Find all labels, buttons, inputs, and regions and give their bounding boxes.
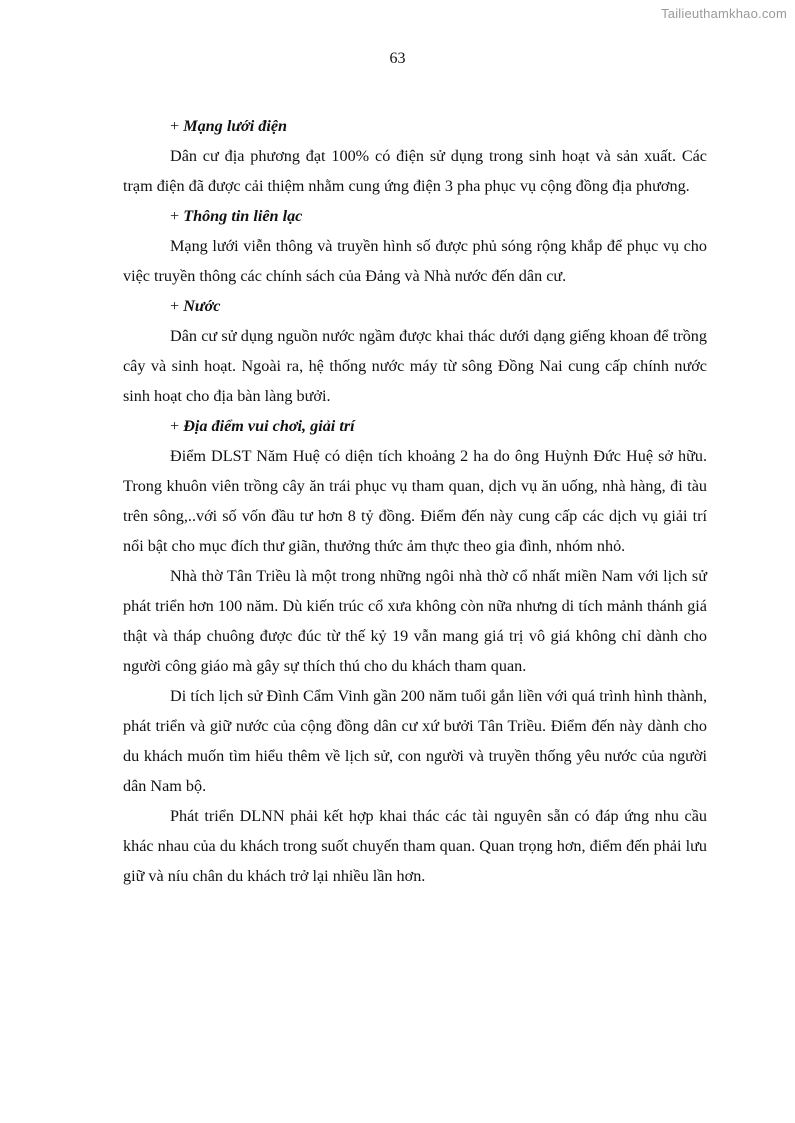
paragraph: Nhà thờ Tân Triều là một trong những ngôi nhà thờ cổ nhất miền Nam với lịch sử phát triển hơn 100 năm. Dù kiến trúc cổ xưa không còn nữa nhưng di tích mảnh thánh giá thật và tháp chuông được đúc từ thế kỷ 19 vẫn mang giá trị vô giá không chỉ dành cho người công giáo mà gây sự thích thú cho du khách tham quan.	[123, 567, 707, 675]
document-body	[123, 111, 707, 891]
section-heading-communication: + Thông tin liên lạc	[170, 207, 303, 225]
paragraph: Dân cư địa phương đạt 100% có điện sử dụng trong sinh hoạt và sản xuất. Các trạm điện đã được cải thiệm nhằm cung ứng điện 3 pha phục vụ cộng đồng địa phương.	[123, 147, 707, 195]
section-heading-entertainment: + Địa điểm vui chơi, giải trí	[170, 417, 355, 435]
paragraph: Mạng lưới viễn thông và truyền hình số được phủ sóng rộng khắp để phục vụ cho việc truyền thông các chính sách của Đảng và Nhà nước đến dân cư.	[123, 237, 707, 285]
paragraph: Dân cư sử dụng nguồn nước ngầm được khai thác dưới dạng giếng khoan để trồng cây và sinh hoạt. Ngoài ra, hệ thống nước máy từ sông Đồng Nai cung cấp chính nước sinh hoạt cho địa bàn làng bưởi.	[123, 327, 707, 405]
paragraph: Di tích lịch sử Đình Cẩm Vinh gần 200 năm tuổi gắn liền với quá trình hình thành, phát triển và giữ nước của cộng đồng dân cư xứ bưởi Tân Triều. Điểm đến này dành cho du khách muốn tìm hiểu thêm về lịch sử, con người và truyền thống yêu nước của người dân Nam bộ.	[123, 687, 707, 795]
section-heading-electricity: + Mạng lưới điện	[170, 117, 288, 135]
watermark: Tailieuthamkhao.com	[661, 6, 787, 21]
section-heading-water: + Nước	[170, 297, 221, 315]
paragraph: Điểm DLST Năm Huệ có diện tích khoảng 2 ha do ông Huỳnh Đức Huệ sở hữu. Trong khuôn viên trồng cây ăn trái phục vụ tham quan, dịch vụ ăn uống, nhà hàng, đi tàu trên sông,..với số vốn đầu tư hơn 8 tỷ đồng. Điểm đến này cung cấp các dịch vụ giải trí nổi bật cho mục đích thư giãn, thưởng thức ảm thực theo gia đình, nhóm nhỏ.	[123, 447, 707, 555]
page-number: 63	[389, 50, 406, 67]
paragraph: Phát triển DLNN phải kết hợp khai thác các tài nguyên sẵn có đáp ứng nhu cầu khác nhau của du khách trong suốt chuyến tham quan. Quan trọng hơn, điểm đến phải lưu giữ và níu chân du khách trở lại nhiều lần hơn.	[123, 807, 707, 885]
